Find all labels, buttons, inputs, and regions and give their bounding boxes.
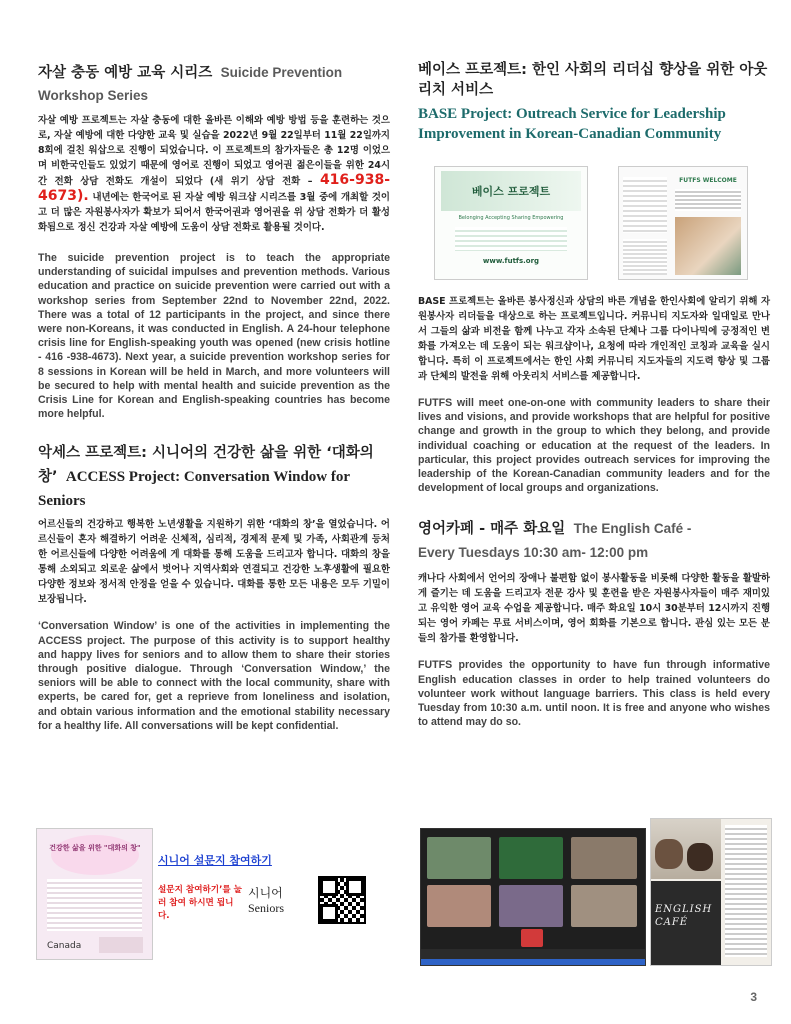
english-body-en: FUTFS provides the opportunity to have fun through informative English education classes in order to help trained volunteers do volunteer work without language barriers. This class is held every Tuesday from 10:30 a.m. until noon. It is free and anyone who wishes to attend may do so. xyxy=(418,659,770,729)
base-poster-subtitle: Belonging Accepting Sharing Empowering xyxy=(458,215,564,221)
base-poster-title: 베이스 프로젝트 xyxy=(471,185,551,198)
welcome-poster xyxy=(618,166,748,280)
base-title-en: BASE Project: Outreach Service for Leadership Improvement in Korean-Canadian Community xyxy=(418,106,726,142)
english-body-ko: 캐나다 사회에서 언어의 장애나 불편함 없이 봉사활동을 비롯해 다양한 활동을 활발하게 즐기는 데 도움을 드리고자 전문 강사 및 훈련을 받은 자원봉사자들이 매주 재미있고 유익한 영어 교육 수업을 제공합니다. 매주 화요일 10시 30분부터 12시까지 진행되는 영어 카페는 무료 서비스이며, 영어 회화를 기본으로 합니다. 관심 있는 모든 분들의 참가를 환영합니다. xyxy=(418,573,770,645)
seniors-label-ko: 시니어 xyxy=(248,886,283,900)
access-title-en: ACCESS Project: Conversation Window for Seniors xyxy=(38,469,350,510)
survey-instruction: 설문지 참여하기’를 눌러 참여 하시면 됩니다. xyxy=(158,885,242,921)
crisis-hotline: 416-938-4673). xyxy=(38,172,391,204)
access-body-ko: 어르신들의 건강하고 행복한 노년생활을 지원하기 위한 ‘대화의 창’을 열었습니다. 어르신들이 혼자 해결하기 어려운 신체적, 심리적, 경제적 문제 및 가족, 사회관계 등처한 어르신들에 다양한 어려움에 게 대화를 통해 도움을 드리고자 합니다. 대화의 창을 통해 소외되고 외로운 삶에서 벗어나 지역사회와 연결되고 건강한 노후생활에 필요한 다양한 정보와 정서적 안정을 얻을 수 있습니다. 대화를 통한 모든 내용은 모두 기밀이 보장됩니다. xyxy=(38,519,390,606)
base-title-ko: 베이스 프로젝트: 한인 사회의 리더십 향상을 위한 아웃리치 서비스 xyxy=(418,62,768,98)
suicide-title-en: Suicide Prevention Workshop Series xyxy=(38,65,343,103)
english-cafe-photo xyxy=(650,818,772,966)
english-cafe-heading xyxy=(418,515,770,563)
page-number: 3 xyxy=(750,990,757,1004)
base-poster-url: www.futfs.org xyxy=(482,257,540,265)
welcome-poster-title: FUTFS WELCOME xyxy=(679,177,737,184)
zoom-meeting-photo xyxy=(420,828,646,966)
base-body-en: FUTFS will meet one-on-one with community leaders to share their lives and visions, and provide workshops that are helpful for positive change and growth in the group to which they belong, and provide individual coaching or education at the request of the leaders. In particular, this project provides outreach services for improving the leadership of the Korean-Canadian community leaders and for the development of local groups and organizations. xyxy=(418,397,770,495)
suicide-heading xyxy=(38,60,390,105)
seniors-label-en: Seniors xyxy=(248,901,284,915)
english-cafe-sign: ENGLISH CAFÉ xyxy=(655,904,713,928)
poster-title: 건강한 삶을 위한 "대화의 창" xyxy=(49,844,141,852)
english-title-en1: The English Café - xyxy=(573,521,692,537)
conversation-window-poster xyxy=(36,828,153,960)
base-project-poster xyxy=(434,166,588,280)
access-heading xyxy=(38,439,390,511)
senior-survey-link[interactable]: 시니어 설문지 참여하기 xyxy=(158,854,272,867)
canada-logo-text: Canada xyxy=(47,941,82,951)
english-title-ko: 영어카페 - 매주 화요일 xyxy=(418,521,566,538)
base-body-ko: BASE 프로젝트는 올바른 봉사정신과 상담의 바른 개념을 한인사회에 알리기 위해 자원봉사자 리더들을 대상으로 하는 프로젝트입니다. 커뮤니티 지도자와 일대일로 만나서 그들의 삶과 비전을 함께 나누고 각자 소속된 단체나 그룹 다이나믹에 긍정적인 변화를 가져오는 데 도움이 되는 워크샵이나, 요청에 따라 개인적인 코칭과 교육을 실시합니다. 특히 이 프로젝트에서는 한인 사회 커뮤니티 지도자들의 지도력 향상 및 그룹과 단체의 발전을 위해 아웃리치 서비스를 제공합니다. xyxy=(418,296,770,382)
suicide-ko-part1: 자살 예방 프로젝트는 자살 충동에 대한 올바른 이해와 예방 방법 등을 훈련하는 것으로, 자살 예방에 대한 다양한 교육 및 실습을 2022년 9월 22일부터 11월 22일까지 8회에 걸친 워삽으로 진행이 되었습니다. 이 프로젝트의 참가자들은 총 12명 이었으며 비한국인들도 있었기 때문에 영어로 진행이 되었고 영어권 젊은이들을 위한 24시간 전화 상담 전화도 개설이 되었다 (새 위기 상담 전화 – xyxy=(38,115,390,187)
qr-code[interactable] xyxy=(318,876,366,924)
seniors-label xyxy=(248,886,284,916)
access-body-en: ‘Conversation Window’ is one of the activities in implementing the ACCESS project. The purpose of this activity is to support healthy and happy lives for seniors and to allow them to share their stories through positive dialogue. Through ‘Conversation Window,’ the seniors will be able to connect with the local community, share with experts, be cared for, get a reprieve from loneliness and isolation, and obtain various information and the emotional stability necessary for a healthy life. All conversations will be kept confidential. xyxy=(38,620,390,732)
english-title-en2: Every Tuesdays 10:30 am- 12:00 pm xyxy=(418,545,649,561)
suicide-body-en: The suicide prevention project is to teach the appropriate understanding of suicidal impulses and prevention methods. Various education and practice on suicide prevention were carried out with a workshop series from September 22nd to November 22nd, 2022. There was a total of 12 participants in the project, and since there were non-Koreans, it was conducted in English. A 24-hour telephone crisis line for English-speaking youth was opened (new crisis hotline - 416 -938-4673). Next year, a suicide prevention workshop series for 8 sessions in Korean will be held in March, and more volunteers will be secured to help with mental health and suicide prevention as the Crisis Line for Korean and English-speaking countries has become more helpful. xyxy=(38,252,390,421)
left-column xyxy=(38,60,390,733)
suicide-ko-part2: 내년에는 한국어로 된 자살 예방 워크샵 시리즈를 3월 중에 개최할 것이고 더 많은 자원봉사자가 확보가 되어서 한국어권과 영어권을 위 상담 전화가 더 활성화됨으로 정신 건강과 자살 예방에 도움이 상담 전화로 활용될 것이다. xyxy=(38,192,390,233)
right-column xyxy=(418,60,770,144)
suicide-title-ko: 자살 충동 예방 교육 시리즈 xyxy=(38,65,213,81)
suicide-body-ko xyxy=(38,113,390,235)
access-title-ko: 악세스 프로젝트: 시니어의 건강한 삶을 위한 ‘대화의 창’ xyxy=(38,445,374,486)
base-body xyxy=(418,294,770,729)
